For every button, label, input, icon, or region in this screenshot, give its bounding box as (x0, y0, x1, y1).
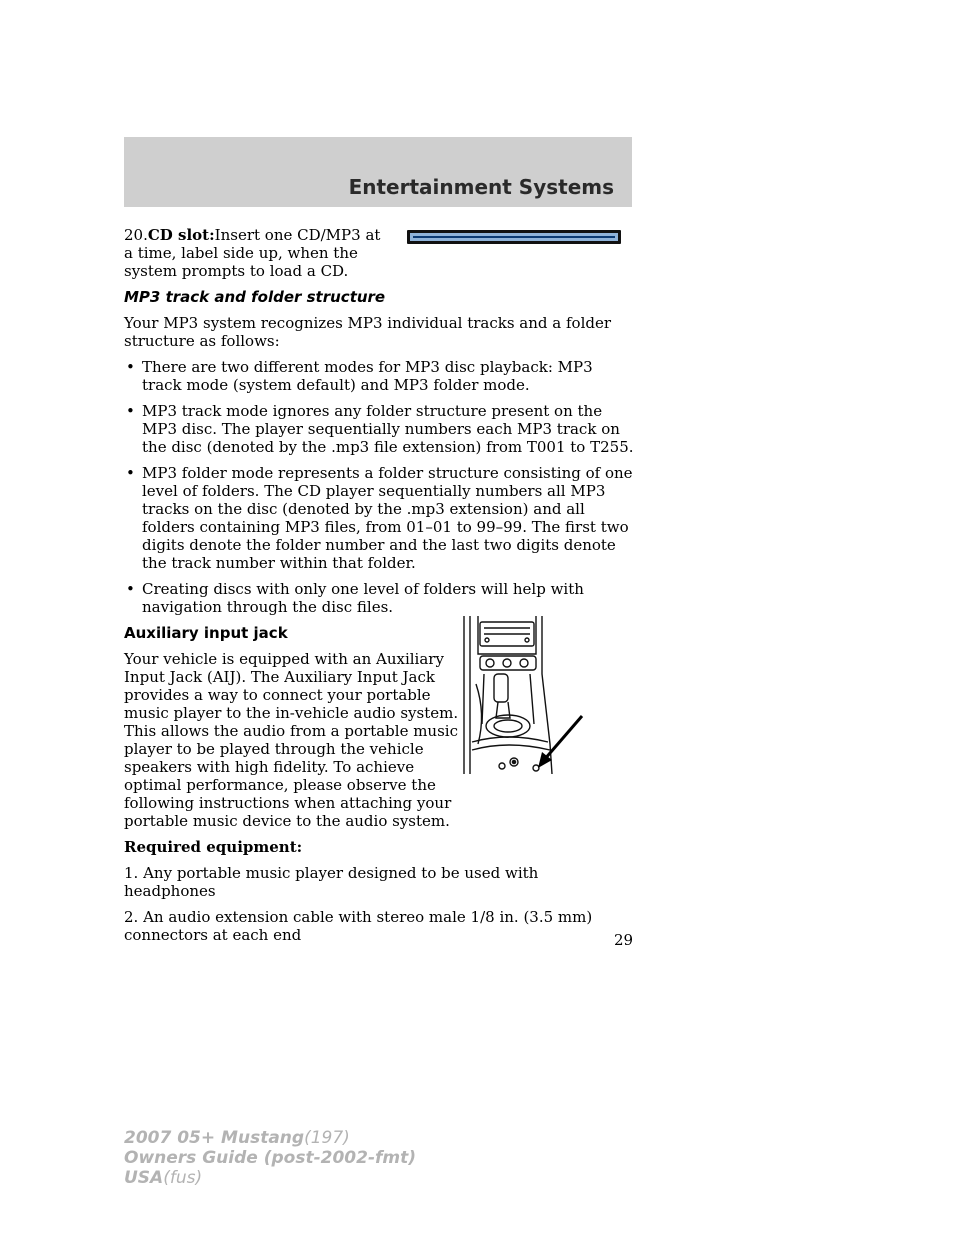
required-equipment-heading: Required equipment: (124, 838, 303, 856)
page-content (124, 226, 634, 952)
footer-model: 2007 05+ Mustang (124, 1128, 305, 1148)
required-item-2: 2. An audio extension cable with stereo male 1/8 in. (3.5 mm) connectors at each end (124, 908, 593, 944)
mp3-bullet-list (124, 358, 634, 616)
document-footer (124, 1128, 416, 1188)
cd-slot-text-2: a time, label side up, when the (124, 244, 358, 262)
required-item-1: 1. Any portable music player designed to be used with headphones (124, 864, 539, 900)
cd-slot-text-3: system prompts to load a CD. (124, 262, 349, 280)
footer-region-code: (fus) (163, 1168, 203, 1188)
bullet-text: There are two different modes for MP3 disc playback: MP3 track mode (system default) and MP3 folder mode. (142, 358, 593, 394)
mp3-intro: Your MP3 system recognizes MP3 individual tracks and a folder structure as follows: (124, 314, 612, 350)
page-number: 29 (614, 931, 634, 949)
cd-slot-text-1: Insert one CD/MP3 at (214, 226, 381, 244)
list-item: • Creating discs with only one level of folders will help with navigation through the disc files. (126, 580, 584, 616)
list-item: • MP3 track mode ignores any folder structure present on the MP3 disc. The player sequentially numbers each MP3 track on the disc (denoted by the .mp3 file extension) from T001 to T255. (126, 402, 634, 456)
footer-model-code: (197) (304, 1128, 350, 1148)
list-item: • There are two different modes for MP3 disc playback: MP3 track mode (system default) and MP3 folder mode. (126, 358, 593, 394)
list-item: • MP3 folder mode represents a folder structure consisting of one level of folders. The CD player sequentially numbers all MP3 tracks on the disc (denoted by the .mp3 extension) and all folders containing MP3 files, from 01–01 to 99–99. The first two digits denote the folder number and the last two digits denote the track number within that folder. (126, 464, 633, 572)
bullet-text: MP3 folder mode represents a folder structure consisting of one level of folders. The CD player sequentially numbers all MP3 tracks on the disc (denoted by the .mp3 extension) and all folders containing MP3 files, from 01–01 to 99–99. The first two digits denote the folder number and the last two digits denote the track number within that folder. (142, 464, 633, 572)
footer-region: USA (124, 1168, 164, 1188)
item-label: CD slot: (147, 226, 215, 244)
bullet-text: Creating discs with only one level of folders will help with navigation through the disc files. (142, 580, 584, 616)
bullet-text: MP3 track mode ignores any folder structure present on the MP3 disc. The player sequentially numbers each MP3 track on the disc (denoted by the .mp3 file extension) from T001 to T255. (142, 402, 634, 456)
mp3-heading: MP3 track and folder structure (124, 288, 386, 306)
arrow-icon (538, 716, 582, 768)
footer-guide: Owners Guide (post-2002-fmt) (124, 1148, 417, 1168)
cd-slot-description (124, 226, 394, 280)
aux-paragraph: Your vehicle is equipped with an Auxiliary Input Jack (AIJ). The Auxiliary Input Jack provides a way to connect your portable music player to the in-vehicle audio system. This allows the audio from a portable music player to be played through the vehicle speakers with high fidelity. To achieve optimal performance, please observe the following instructions when attaching your portable music device to the audio system. (124, 650, 459, 830)
section-header-band (124, 137, 632, 207)
aux-heading: Auxiliary input jack (124, 624, 288, 642)
section-title: Entertainment Systems (348, 175, 614, 199)
item-number: 20. (124, 226, 148, 244)
center-console-illustration (458, 614, 590, 779)
